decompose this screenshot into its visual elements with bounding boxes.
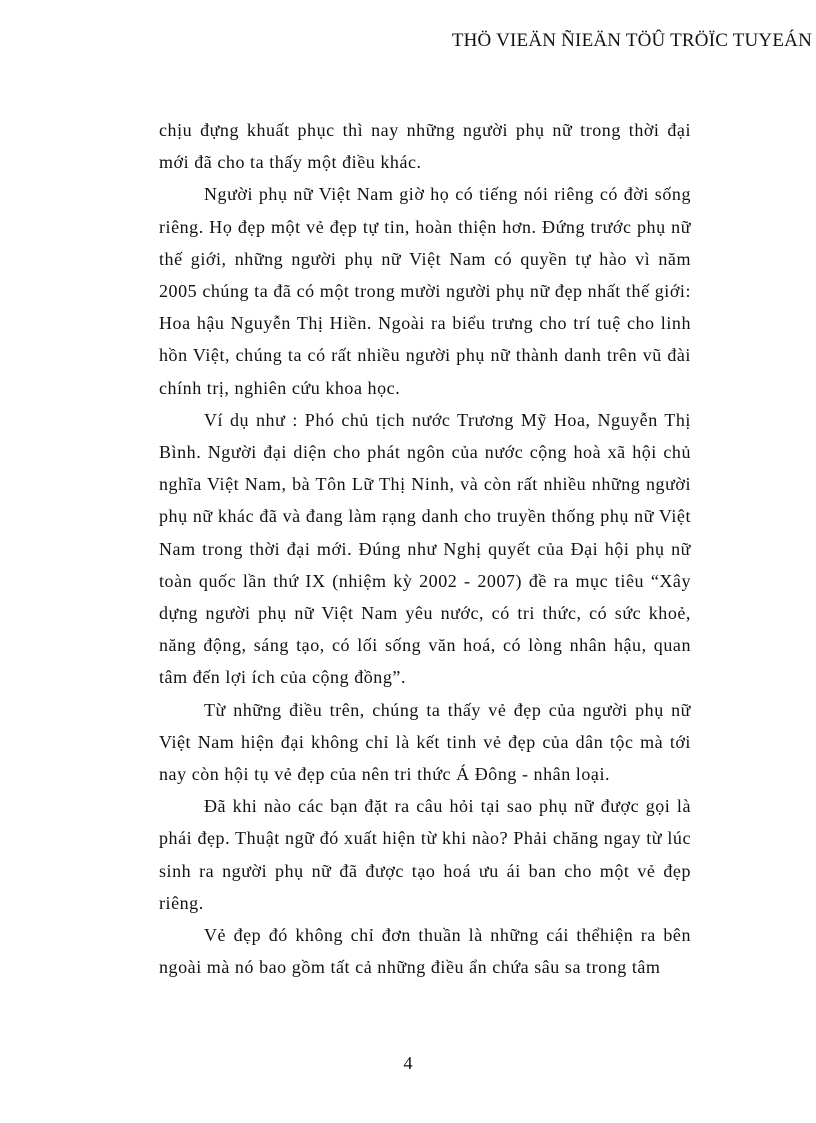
paragraph-continuation: chịu đựng khuất phục thì nay những người phụ nữ trong thời đại mới đã cho ta thấy một điều khác. [159, 120, 691, 173]
paragraph: Vẻ đẹp đó không chỉ đơn thuần là những cái thểhiện ra bên ngoài mà nó bao gồm tất cả những điều ẩn chứa sâu sa trong tâm [159, 925, 691, 978]
paragraph: Từ những điều trên, chúng ta thấy vẻ đẹp của người phụ nữ Việt Nam hiện đại không chỉ là kết tinh vẻ đẹp của dân tộc mà tới nay còn hội tụ vẻ đẹp của nên tri thức Á Đông - nhân loại. [159, 699, 691, 785]
paragraph: Đã khi nào các bạn đặt ra câu hỏi tại sao phụ nữ được gọi là phái đẹp. Thuật ngữ đó xuất hiện từ khi nào? Phải chăng ngay từ lúc sinh ra người phụ nữ đã được tạo hoá ưu ái ban cho một vẻ đẹp riêng. [159, 796, 691, 913]
body-text [159, 114, 691, 983]
paragraph: Ví dụ như : Phó chủ tịch nước Trương Mỹ Hoa, Nguyễn Thị Bình. Người đại diện cho phát ngôn của nước cộng hoà xã hội chủ nghĩa Việt Nam, bà Tôn Lữ Thị Ninh, và còn rất nhiều những người phụ nữ khác đã và đang làm rạng danh cho truyền thống phụ nữ Việt Nam trong thời đại mới. Đúng như Nghị quyết của Đại hội phụ nữ toàn quốc lần thứ IX (nhiệm kỳ 2002 - 2007) đề ra mục tiêu “Xây dựng người phụ nữ Việt Nam yêu nước, có tri thức, có sức khoẻ, năng động, sáng tạo, có lối sống văn hoá, có lòng nhân hậu, quan tâm đến lợi ích của cộng đồng”. [159, 409, 691, 688]
paragraph: Người phụ nữ Việt Nam giờ họ có tiếng nói riêng có đời sống riêng. Họ đẹp một vẻ đẹp tự tin, hoàn thiện hơn. Đứng trước phụ nữ thế giới, những người phụ nữ Việt Nam có quyền tự hào vì năm 2005 chúng ta đã có một trong mười người phụ nữ đẹp nhất thế giới: Hoa hậu Nguyễn Thị Hiền. Ngoài ra biểu trưng cho trí tuệ cho linh hồn Việt, chúng ta có rất nhiều người phụ nữ thành danh trên vũ đài chính trị, nghiên cứu khoa học. [159, 184, 691, 398]
page-header-title: THÖ VIEÄN ÑIEÄN TÖÛ TRÖÏC TUYEÁN [451, 30, 812, 51]
page-number: 4 [403, 1053, 413, 1073]
